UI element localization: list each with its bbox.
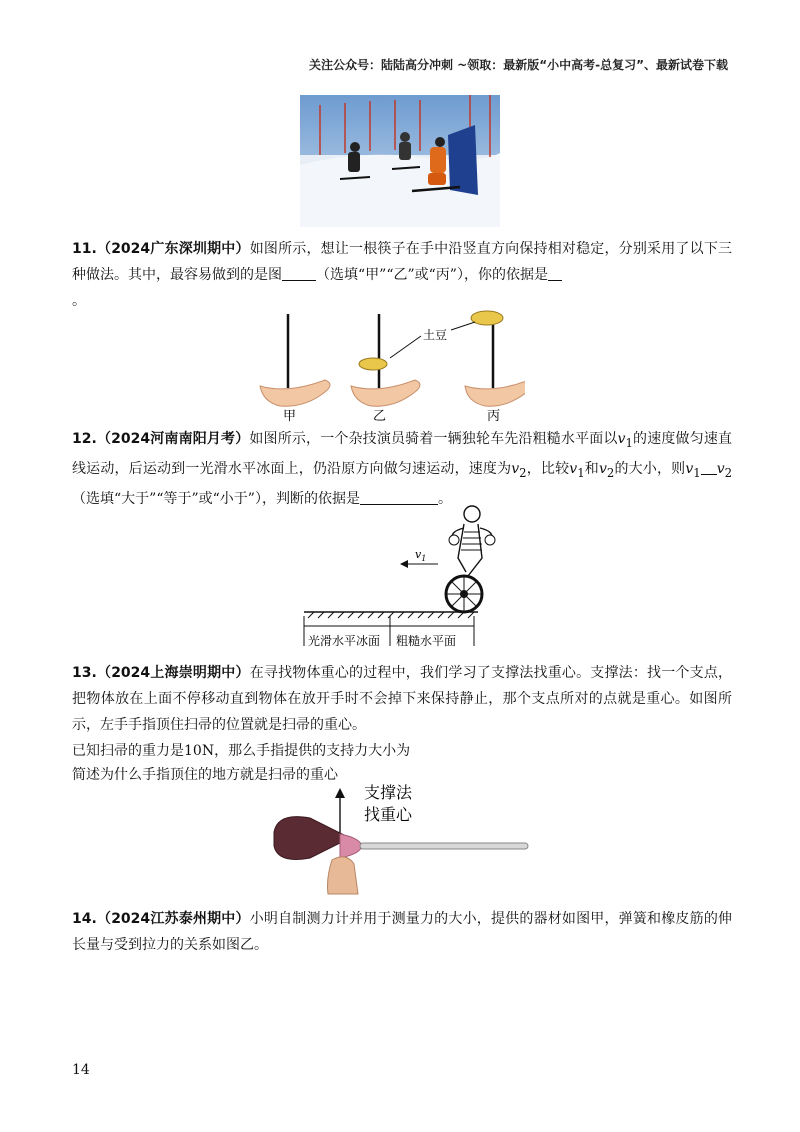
answer-blank[interactable]: [701, 458, 717, 475]
velocity-v1: v: [685, 460, 694, 477]
rough-surface-label: 粗糙水平面: [396, 634, 457, 648]
question-text: 和: [584, 460, 599, 477]
question-source: （2024上海崇明期中）: [96, 665, 250, 681]
question-text: 的速度做匀速直线运动，后运动到一光滑水平冰面上，仍沿原方向做匀速运动，速度为: [72, 431, 733, 477]
figure-label-c: 丙: [487, 409, 501, 424]
question-text: ，比较: [526, 460, 570, 477]
ski-race-photo: [300, 95, 500, 227]
question-text: （选填“大于”“等于”或“小于”），判断的依据是: [72, 490, 360, 507]
question-number: 14.: [72, 911, 97, 927]
answer-blank[interactable]: [548, 264, 562, 281]
q13-sub-line-2: 简述为什么手指顶住的地方就是扫帚的重心: [72, 767, 338, 783]
question-text-end: 。: [437, 490, 452, 507]
subscript: 2: [606, 465, 615, 480]
potato-icon: [359, 358, 387, 370]
subscript: 1: [625, 435, 633, 450]
figure-label-a: 甲: [283, 409, 297, 424]
subscript: 2: [724, 465, 733, 480]
q13-sub-line-1: 已知扫帚的重力是10N，那么手指提供的支持力大小为: [72, 743, 411, 759]
potato-label: 土豆: [423, 328, 448, 342]
question-text: 的大小，则: [614, 460, 686, 477]
question-number: 13.: [72, 665, 97, 681]
question-14: [72, 906, 732, 958]
velocity-v2: v: [511, 460, 520, 477]
question-source: （2024广东深圳期中）: [96, 241, 250, 257]
subscript: 1: [577, 465, 585, 480]
arrow-velocity-label: $v_1$: [415, 548, 427, 563]
subscript: 1: [693, 465, 701, 480]
question-text: （选填“甲”“乙”或“丙”），你的依据是: [316, 267, 548, 283]
answer-blank[interactable]: [282, 264, 316, 281]
unicycle-figure: [298, 498, 498, 656]
velocity-v2: v: [716, 460, 725, 477]
question-source: （2024河南南阳月考）: [96, 431, 250, 447]
question-text-end: 。: [72, 293, 86, 309]
question-number: 12.: [72, 431, 97, 447]
velocity-v1: v: [617, 431, 626, 447]
question-text: 如图所示，一个杂技演员骑着一辆独轮车先沿粗糙水平面以: [249, 431, 618, 447]
broom-figure: [270, 782, 532, 900]
find-center-label: 找重心: [364, 805, 413, 824]
question-13: [72, 660, 732, 738]
velocity-v1: v: [569, 460, 578, 477]
subscript: 2: [519, 465, 527, 480]
question-source: （2024江苏泰州期中）: [96, 911, 250, 927]
question-11: [72, 236, 732, 314]
chopstick-figure: [255, 308, 525, 426]
page-header: 关注公众号：陆陆高分冲刺 ~领取：最新版“小中高考-总复习”、最新试卷下载: [309, 58, 728, 72]
figure-label-b: 乙: [373, 409, 387, 424]
velocity-v2: v: [598, 460, 607, 477]
support-method-label: 支撑法: [364, 783, 413, 802]
question-text: 如图所示，想让一根筷子在手中沿竖直方向保持相对稳定，分别采用了以下三种做法。其中，最容易做到的是图: [72, 241, 733, 283]
question-text: 在寻找物体重心的过程中，我们学习了支撑法找重心。支撑法：找一个支点，把物体放在上面不停移动直到物体在放开手时不会掉下来保持静止，那个支点所对的点就是重心。如图所示，左手手指顶住扫帚的位置就是扫帚的重心。: [72, 665, 733, 733]
page-number: 14: [72, 1062, 90, 1078]
question-text: 小明自制测力计并用于测量力的大小，提供的器材如图甲，弹簧和橡皮筋的伸长量与受到拉力的关系如图乙。: [72, 911, 733, 953]
question-number: 11.: [72, 241, 97, 257]
potato-icon: [471, 311, 503, 325]
ice-surface-label: 光滑水平冰面: [308, 634, 381, 648]
